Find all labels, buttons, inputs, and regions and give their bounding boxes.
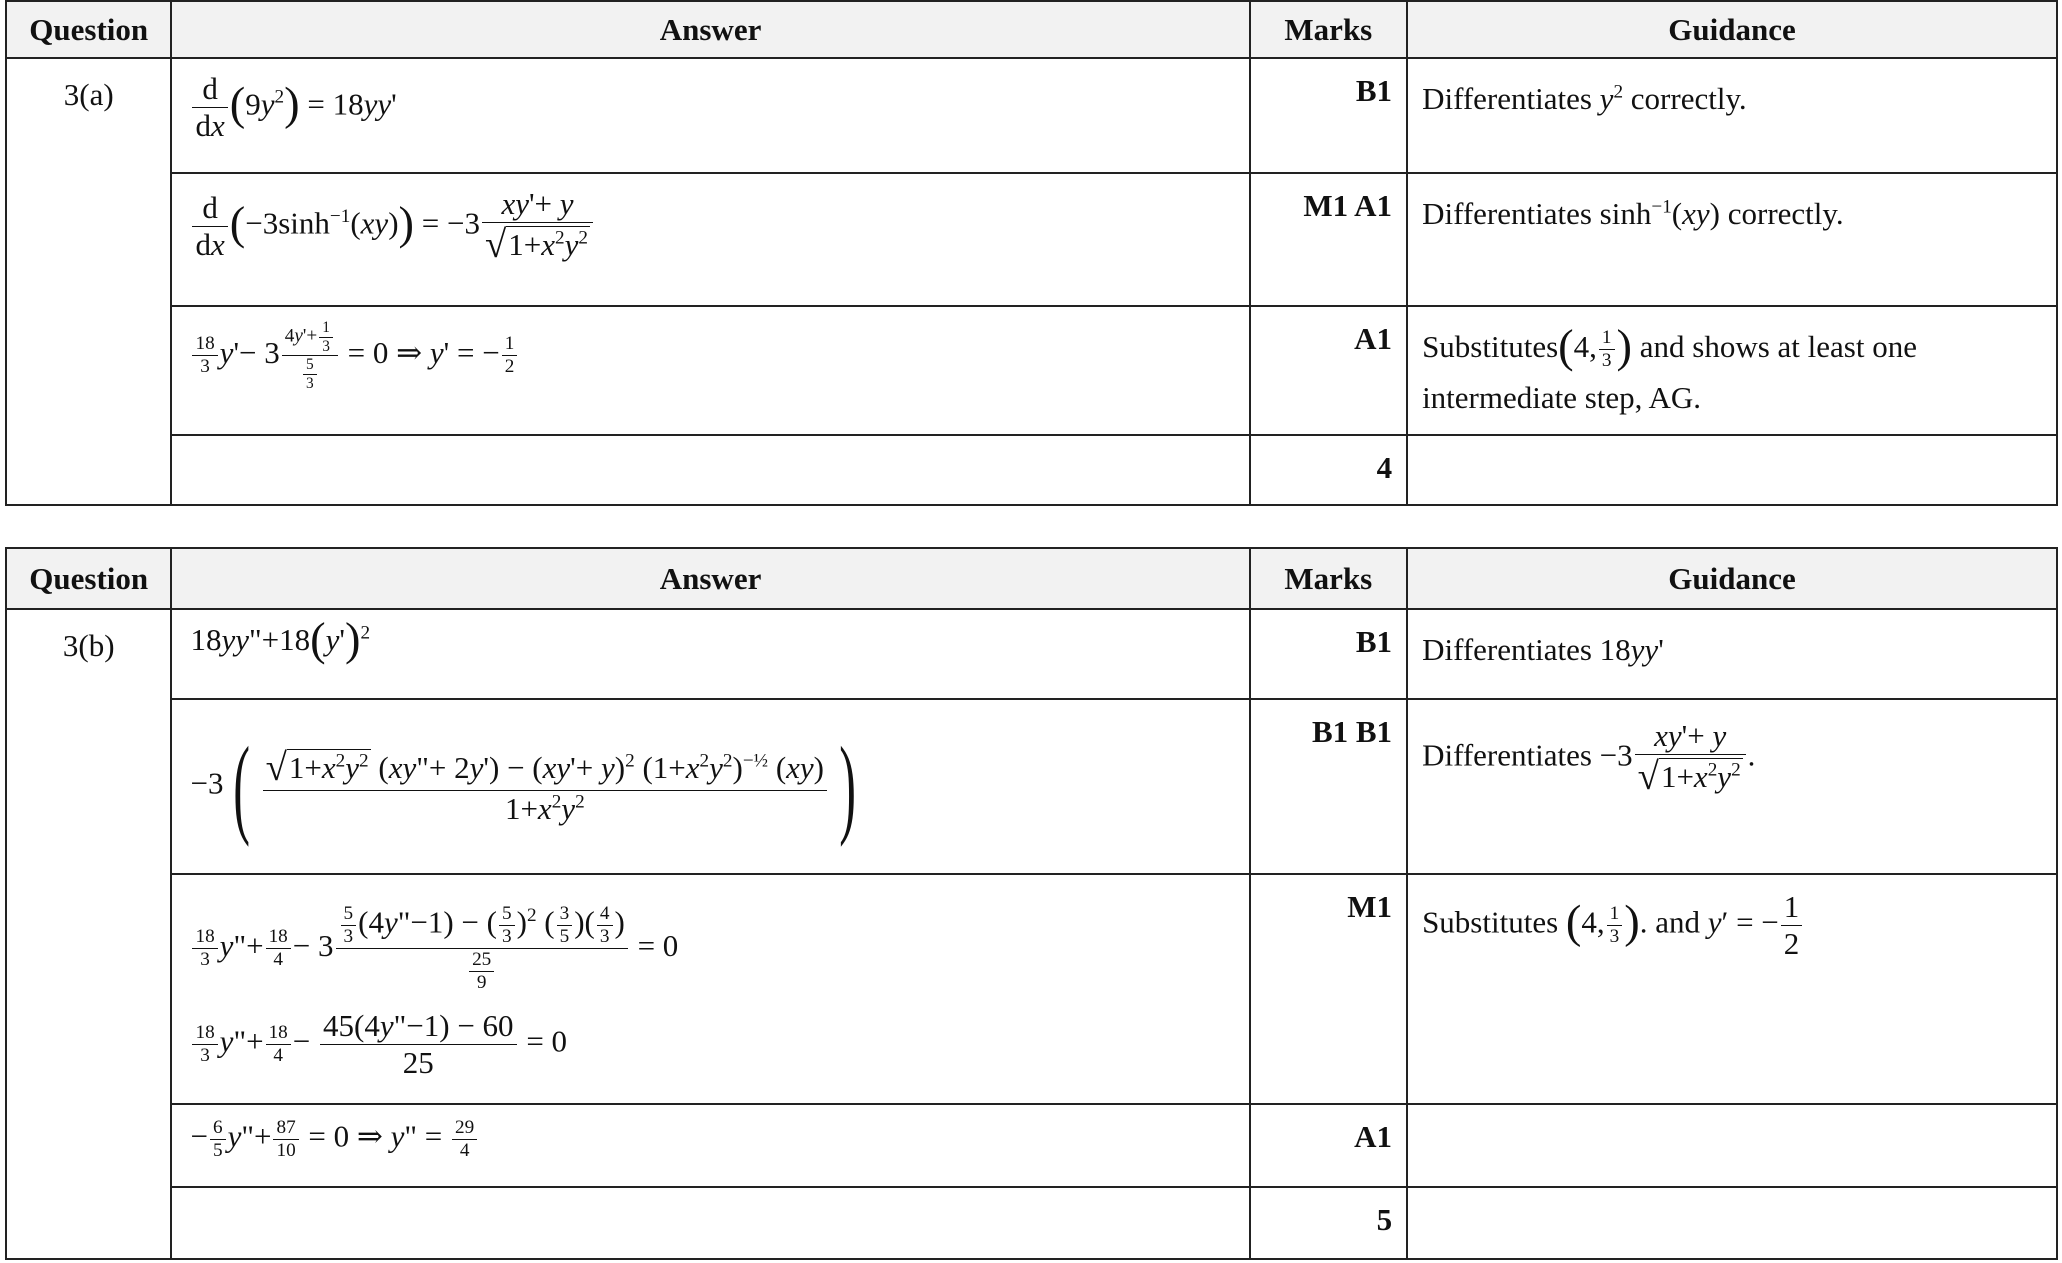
guidance-cell: Substitutes (4, $\frac{1}{3}$ ). and y′ = − $\frac{1}{2}$	[1407, 874, 2057, 1104]
answer-cell-empty	[171, 435, 1249, 505]
question-number: 3(b)	[6, 609, 171, 1259]
answer-cell: − $\frac{6}{5}$ y"+ $\frac{87}{10}$ = 0 ⇒ y" = $\frac{29}{4}$	[171, 1104, 1249, 1187]
header-answer: Answer	[171, 1, 1249, 58]
answer-line: $\frac{18}{3}$ y"+ $\frac{18}{4}$ − $\frac{45(4y"-1) - 60}{25}$ = 0	[190, 1008, 1230, 1080]
marks-cell: A1	[1250, 306, 1407, 435]
marks-cell: A1	[1250, 1104, 1407, 1187]
marks-cell: M1 A1	[1250, 173, 1407, 306]
guidance-cell: Differentiates −3 $\frac{xy'+ y}{√1+x^2y^2}$ .	[1407, 699, 2057, 874]
guidance-cell: Differentiates 18yy'	[1407, 609, 2057, 699]
header-guidance: Guidance	[1407, 548, 2057, 609]
header-answer: Answer	[171, 548, 1249, 609]
guidance-cell: Differentiates $y^2$ correctly.	[1407, 58, 2057, 173]
guidance-cell-empty	[1407, 435, 2057, 505]
marks-cell: B1 B1	[1250, 699, 1407, 874]
marks-cell: B1	[1250, 609, 1407, 699]
answer-cell	[171, 874, 1249, 1104]
header-marks: Marks	[1250, 548, 1407, 609]
answer-cell-empty	[171, 1187, 1249, 1259]
answer-cell: $\frac{18}{3}$ y'− 3 4y'+ $\frac{1}{3}$ $\frac{5}{3}$ = 0 ⇒ y' = − $\frac{1}{2}$	[171, 306, 1249, 435]
header-guidance: Guidance	[1407, 1, 2057, 58]
guidance-cell-empty	[1407, 1104, 2057, 1187]
answer-cell: $18yy"+18(y')^2$	[171, 609, 1249, 699]
question-number: 3(a)	[6, 58, 171, 505]
marks-cell: M1	[1250, 874, 1407, 1104]
header-question: Question	[6, 548, 171, 609]
guidance-cell: Differentiates $\sinh^{-1}(xy)$ correctly.	[1407, 173, 2057, 306]
guidance-cell: Substitutes(4, $\frac{1}{3}$ ) and shows at least one intermediate step, AG.	[1407, 306, 2057, 435]
header-question: Question	[6, 1, 171, 58]
markscheme-table-3b	[5, 547, 2058, 1260]
guidance-cell-empty	[1407, 1187, 2057, 1259]
answer-cell: $\frac{d}{dx}$ $(-3\sinh^{-1}(xy)) = -3$ $\frac{xy'+ y}{√1+x^2y^2}$	[171, 173, 1249, 306]
total-marks-cell: 4	[1250, 435, 1407, 505]
answer-cell: −3( $\frac{√1+x^2y^2 (xy"+ 2y') - (xy'+ y)^2 (1+x^2y^2)^{-\frac{1}{2}} (xy)}{1+x^2y^2}$ )	[171, 699, 1249, 874]
header-marks: Marks	[1250, 1, 1407, 58]
answer-line: $\frac{18}{3}$ y"+ $\frac{18}{4}$ − 3 $\frac{5}{3}$ (4y"−1) − ( $\frac{5}{3}$ )$^2$ ( $\frac{3}{5}$ )( $\frac{4}{3}$ ) $\frac{25}{9}$ = 0	[190, 903, 1230, 994]
answer-cell: $\frac{d}{dx}$ $(9y^2) = 18yy'$	[171, 58, 1249, 173]
markscheme-table-3a	[5, 0, 2058, 506]
total-marks-cell: 5	[1250, 1187, 1407, 1259]
marks-cell: B1	[1250, 58, 1407, 173]
